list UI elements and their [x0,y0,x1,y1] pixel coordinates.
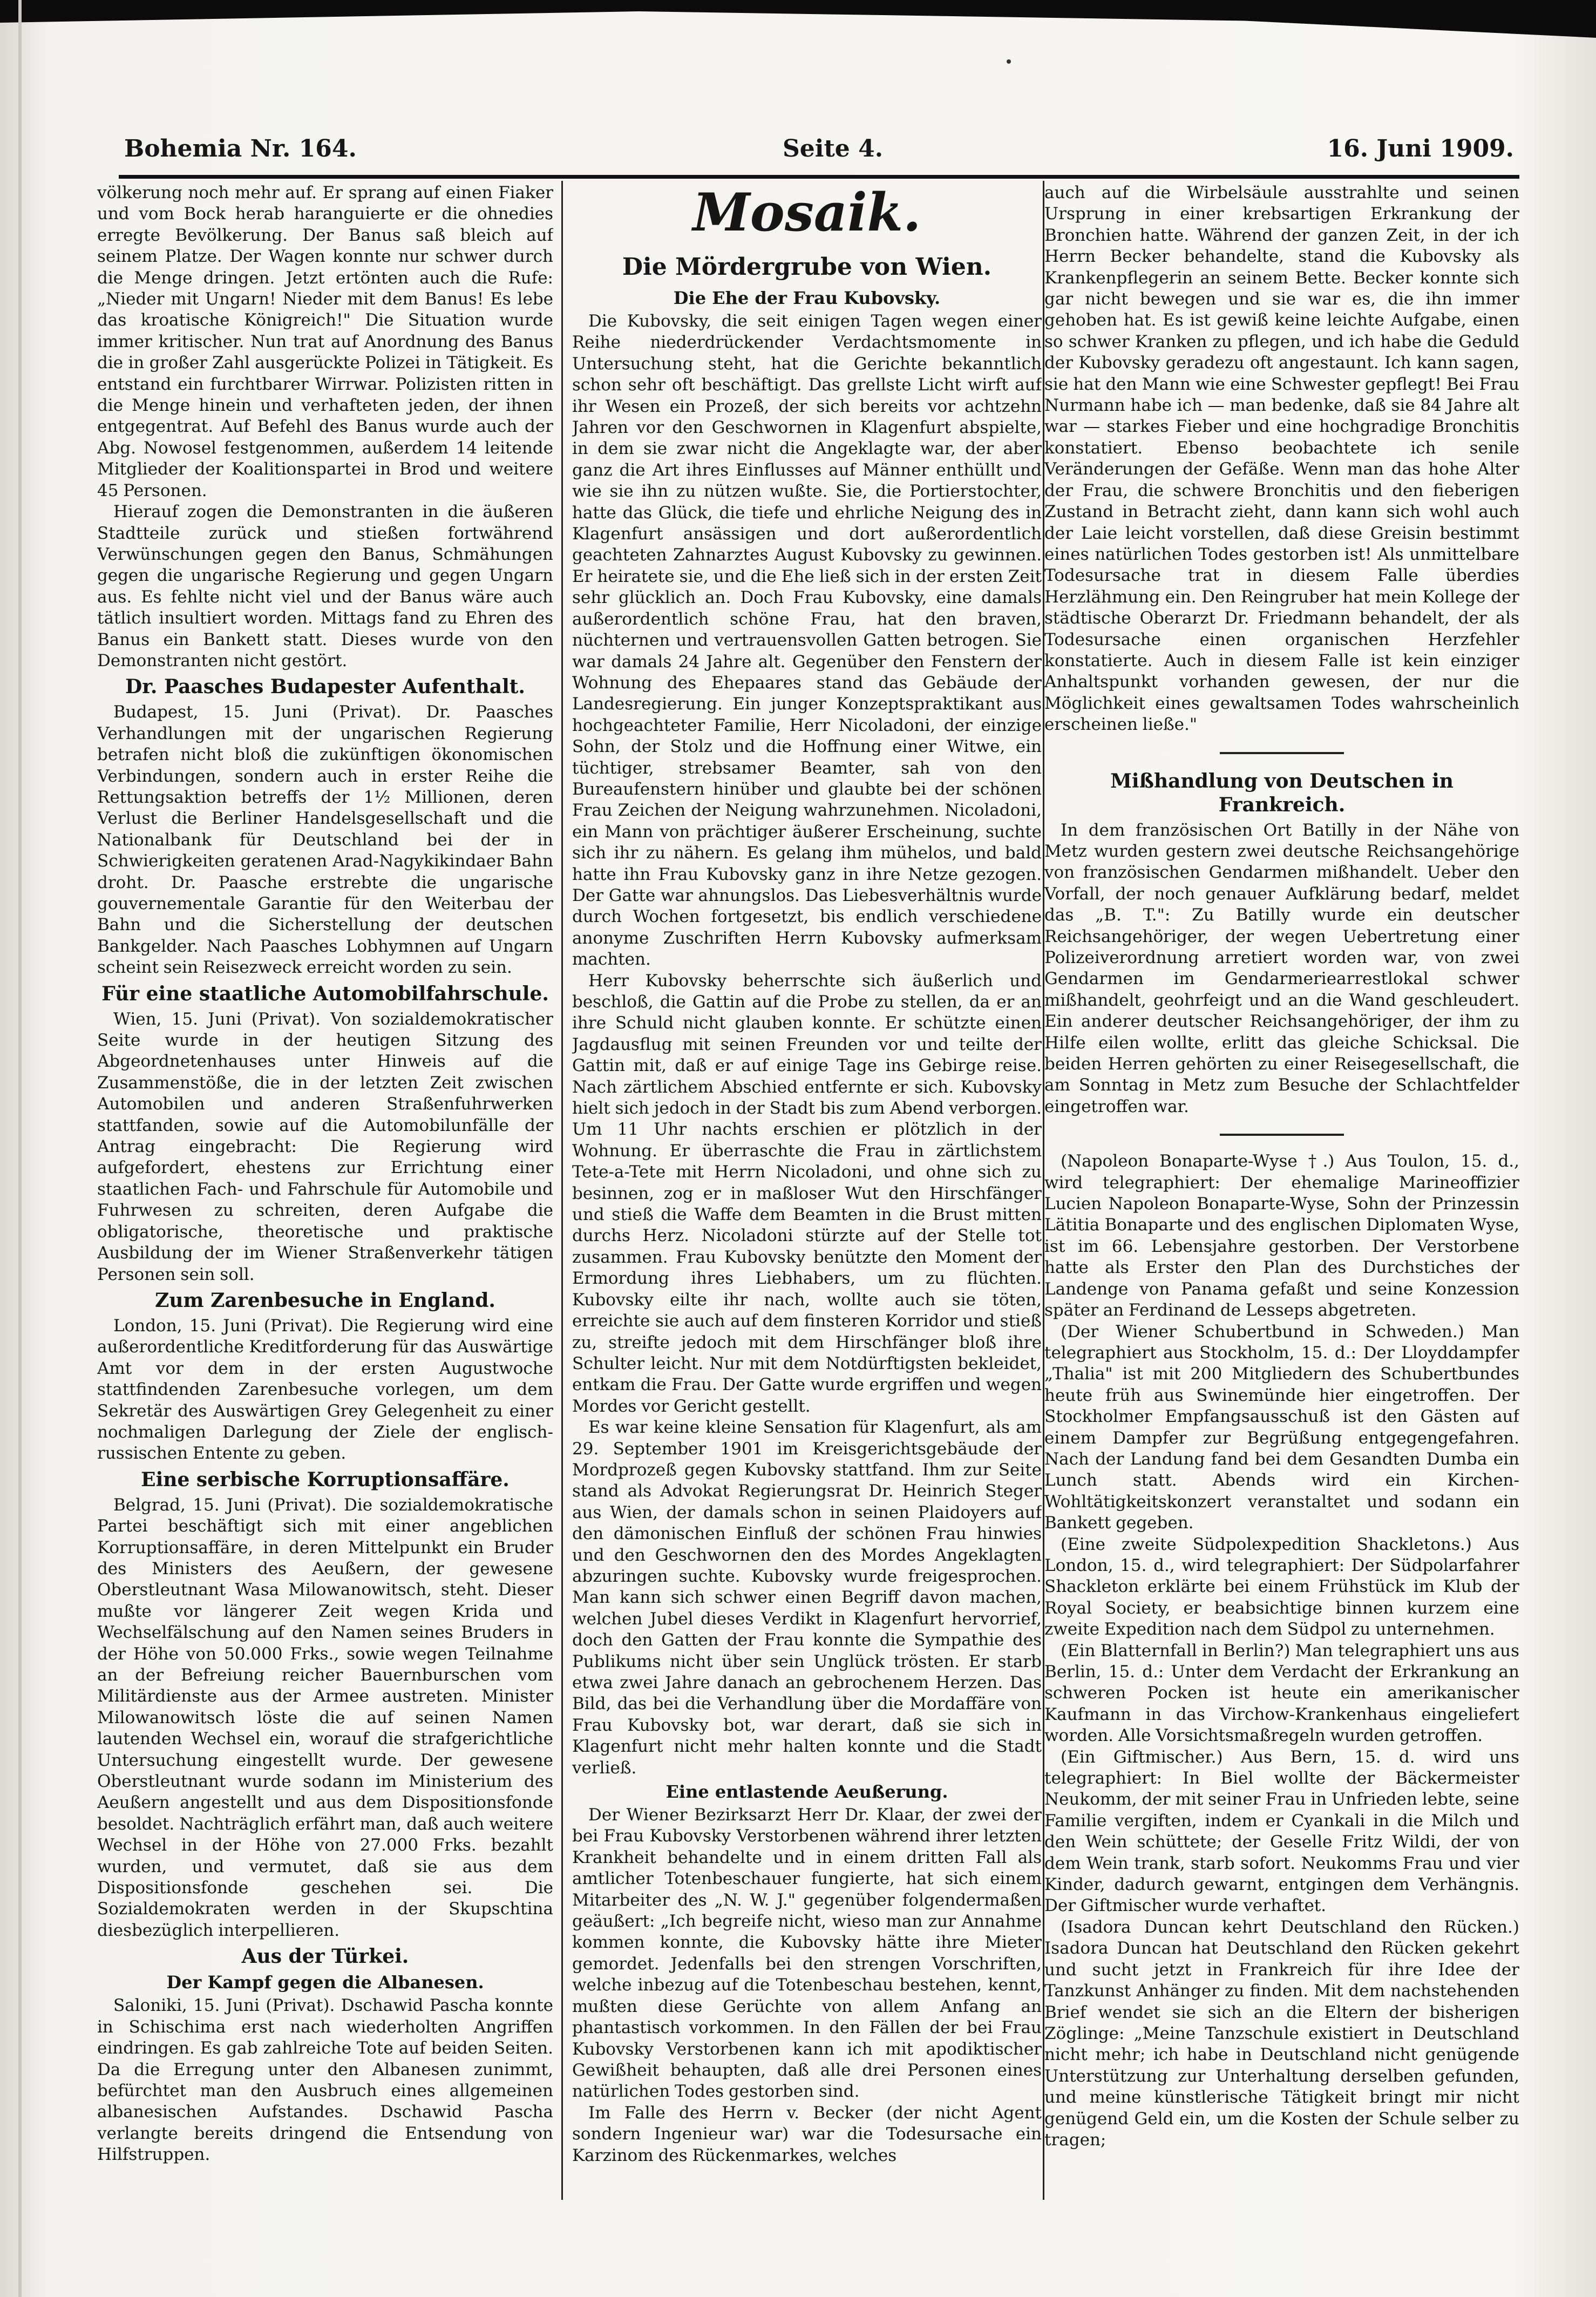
news-note: (Isadora Duncan kehrt Deutschland den Rücken.) Isadora Duncan hat Deutschland den Rücken gekehrt und sucht jetzt in Frankreich für ihre Idee der Tanzkunst Anhänger zu finden. Mit dem nachstehenden Brief wendet sie sich an die Eltern der bisherigen Zöglinge: „Meine Tanzschule existiert in Deutschland nicht mehr; ich habe in Deutschland nicht genügende Unterstützung zur Unterhaltung derselben gefunden, und meine künstlerische Tätigkeit bringt mir nicht genügend Geld ein, um die Kosten der Schule selber zu tragen; [1044,1917,1519,2150]
article-subheadline: Eine entlastende Aeußerung. [665,1781,948,1803]
scan-fold-line [18,0,22,2297]
column-rule-1 [561,181,563,2200]
news-note: (Eine zweite Südpolexpedition Shackletons.) Aus London, 15. d., wird telegraphiert: Der Südpolarfahrer Shackleton erklärte bei einem Frühstück im Klub der Royal Society, er beabsichtige binnen kurzem eine zweite Expedition nach dem Südpol zu unternehmen. [1044,1534,1519,1639]
news-note: (Ein Giftmischer.) Aus Bern, 15. d. wird uns telegraphiert: In Biel wollte der Bäckermeister Neukomm, der mit seiner Frau in Unfrieden lebte, seine Familie vergiften, indem er Cyankali in die Milch und den Wein schüttete; der Geselle Fritz Wildi, der von dem Wein trank, starb sofort. Neukomms Frau und vier Kinder, dadurch gewarnt, entgingen dem Verhängnis. Der Giftmischer wurde verhaftet. [1044,1747,1519,1916]
scan-speck [1007,59,1011,64]
article-paragraph: Budapest, 15. Juni (Privat). Dr. Paasches Verhandlungen mit der ungarischen Regierung betrafen nicht bloß die zukünftigen ökonomischen Verbindungen, sondern auch in erster Reihe die Rettungsaktion betreffs der 1½ Millionen, deren Verlust die Berliner Handelsgesellschaft und die Nationalbank für Deutschland bei der in Schwierigkeiten geratenen Arad-Nagykikindaer Bahn droht. Dr. Paasche erstrebte die ungarische gouvernementale Garantie für den Weiterbau der Bahn und die Sicherstellung der deutschen Bankgelder. Nach Paasches Lobhymnen auf Ungarn scheint sein Reisezweck erreicht worden zu sein. [97,702,553,978]
news-note: (Napoleon Bonaparte-Wyse †.) Aus Toulon, 15. d., wird telegraphiert: Der ehemalige Marineoffizier Lucien Napoleon Bonaparte-Wyse, Sohn der Prinzessin Lätitia Bonaparte und des englischen Diplomaten Wyse, ist im 66. Lebensjahre gestorben. Der Verstorbene hatte als Erster den Plan des Durchstiches der Landenge von Panama gefaßt und seine Konzession später an Ferdinand de Lesseps abgetreten. [1044,1151,1519,1320]
article-headline: Eine serbische Korruptionsaffäre. [141,1468,510,1491]
article-paragraph: auch auf die Wirbelsäule ausstrahlte und seinen Ursprung in einer krebsartigen Erkrankung der Bronchien hatte. Während der ganzen Zeit, in der ich Herrn Becker behandelte, stand die Kubovsky als Krankenpflegerin an seinem Bette. Becker konnte sich gar nicht bewegen und sie war es, die ihn immer gehoben hat. Es ist gewiß keine leichte Aufgabe, einen so schwer Kranken zu pflegen, und ich habe die Geduld der Kubovsky geradezu oft angestaunt. Ich kann sagen, sie hat den Mann wie eine Schwester gepflegt! Bei Frau Nurmann habe ich — man bedenke, daß sie 84 Jahre alt war — starkes Fieber und eine hochgradige Bronchitis konstatiert. Ebenso beobachtete ich senile Veränderungen der Gefäße. Wenn man das hohe Alter der Frau, die schwere Bronchitis und den fieberigen Zustand in Betracht zieht, dann kann sich wohl auch der Laie leicht vorstellen, daß diese Greisin bestimmt eines natürlichen Todes gestorben ist! Als unmittelbare Todesursache trat in diesem Falle überdies Herzlähmung ein. Den Reingruber hat mein Kollege der städtische Oberarzt Dr. Friedmann behandelt, der als Todesursache einen organischen Herzfehler konstatierte. Auch in diesem Falle ist kein einziger Anhaltspunkt vorhanden gewesen, der nur die Möglichkeit eines gewaltsamen Todes wahrscheinlich erscheinen ließe." [1044,183,1519,735]
news-note: (Der Wiener Schubertbund in Schweden.) Man telegraphiert aus Stockholm, 15. d.: Der Lloyddampfer „Thalia" ist mit 200 Mitgliedern des Schubertbundes heute früh aus Swinemünde hier eingetroffen. Der Stockholmer Empfangsausschuß ist den Gästen auf einem Dampfer zur Begrüßung entgegengefahren. Nach der Landung fand bei dem Gesandten Dumba ein Lunch statt. Abends wird ein Kirchen-Wohltätigkeitskonzert veranstaltet und sodann ein Bankett gegeben. [1044,1322,1519,1533]
article-headline: Mißhandlung von Deutschen in Frankreich. [1110,769,1454,816]
article-paragraph: Hierauf zogen die Demonstranten in die äußeren Stadtteile zurück und stießen fortwährend Verwünschungen gegen den Banus, Schmähungen gegen die ungarische Regierung und gegen Ungarn aus. Es fehlte nicht viel und der Banus wäre auch tätlich insultiert worden. Mittags fand zu Ehren des Banus ein Bankett statt. Dieses wurde von den Demonstranten nicht gestört. [97,502,553,670]
article-headline: Die Mördergrube von Wien. [622,253,992,281]
header-rule [119,175,1519,179]
page-number: Seite 4. [783,135,884,162]
article-paragraph: völkerung noch mehr auf. Er sprang auf einen Fiaker und vom Bock herab haranguierte er die ohnedies erregte Bevölkerung. Der Banus saß bleich auf seinem Platze. Der Wagen konnte nur schwer durch die Menge dringen. Jetzt ertönten auch die Rufe: „Nieder mit Ungarn! Nieder mit dem Banus! Es lebe das kroatische Königreich!" Die Situation wurde immer kritischer. Nun trat auf Anordnung des Banus die in großer Zahl ausgerückte Polizei in Tätigkeit. Es entstand ein furchtbarer Wirrwar. Polizisten ritten in die Menge hinein und verhafteten jeden, der ihnen entgegentrat. Auf Befehl des Banus wurde auch der Abg. Nowosel festgenommen, außerdem 14 leitende Mitglieder der Koalitionspartei in Brod und weitere 45 Personen. [97,183,553,500]
article-paragraph: Die Kubovsky, die seit einigen Tagen wegen einer Reihe niederdrückender Verdachtsmomente in Untersuchung steht, hat die Gerichte bekanntlich schon sehr oft beschäftigt. Das grellste Licht wirft auf ihr Wesen ein Prozeß, der sich bereits vor achtzehn Jahren vor den Geschwornen in Klagenfurt abspielte, in dem sie zwar nicht die Angeklagte war, der aber ganz die Art ihres Einflusses auf Männer enthüllt und wie sie ihn zu nützen wußte. Sie, die Portierstochter, hatte das Glück, die tiefe und ehrliche Neigung des in Klagenfurt ansässigen und dort außerordentlich geachteten Zahnarztes August Kubovsky zu gewinnen. Er heiratete sie, und die Ehe ließ sich in der ersten Zeit sehr glücklich an. Doch Frau Kubovsky, eine damals außerordentlich schöne Frau, hat den braven, nüchternen und vertrauensvollen Gatten betrogen. Sie war damals 24 Jahre alt. Gegenüber den Fenstern der Wohnung des Ehepaares stand das Gebäude der Landesregierung. Ein junger Konzeptspraktikant aus hochgeachteter Familie, Herr Nicoladoni, der einzige Sohn, der Stolz und die Hoffnung einer Witwe, ein tüchtiger, strebsamer Beamter, sah von den Bureaufenstern hinüber und glaubte bei der schönen Frau Zeichen der Neigung wahrzunehmen. Nicoladoni, ein Mann von prächtiger äußerer Erscheinung, suchte sich ihr zu nähern. Es gelang ihm mühelos, und bald hatte ihn Frau Kubovsky ganz in ihre Netze gezogen. Der Gatte war ahnungslos. Das Liebesverhältnis wurde durch Wochen fortgesetzt, bis endlich verschiedene anonyme Zuschriften Herrn Kubovsky aufmerksam machten. [572,311,1042,970]
column-2 [572,182,1042,2201]
article-headline: Dr. Paasches Budapester Aufenthalt. [125,675,525,699]
article-paragraph: Herr Kubovsky beherrschte sich äußerlich und beschloß, die Gattin auf die Probe zu stellen, da er an ihre Schuld nicht glauben konnte. Er schützte einen Jagdausflug mit seinen Freunden vor und teilte der Gattin mit, daß er auf einige Tage ins Gebirge reise. Nach zärtlichem Abschied entfernte er sich. Kubovsky hielt sich jedoch in der Stadt bis zum Abend verborgen. Um 11 Uhr nachts erschien er plötzlich in der Wohnung. Er überraschte die Frau in zärtlichstem Tete-a-Tete mit Herrn Nicoladoni, und ohne sich zu besinnen, zog er in maßloser Wut den Hirschfänger und stieß die Waffe dem Beamten in die Brust mitten durchs Herz. Nicoladoni stürzte auf der Stelle tot zusammen. Frau Kubovsky benützte den Moment der Ermordung ihres Liebhabers, um zu flüchten. Kubovsky eilte ihr nach, wollte auch sie töten, erreichte sie auch auf dem finsteren Korridor und stieß zu, streifte jedoch mit dem Hirschfänger bloß ihre Schulter leicht. Nur mit dem Notdürftigsten bekleidet, entkam die Frau. Der Gatte wurde ergriffen und wegen Mordes vor Gericht gestellt. [572,971,1042,1416]
article-paragraph: Der Wiener Bezirksarzt Herr Dr. Klaar, der zwei der bei Frau Kubovsky Verstorbenen während ihrer letzten Krankheit behandelte und in einem dritten Fall als amtlicher Totenbeschauer fungierte, hat sich einem Mitarbeiter des „N. W. J." gegenüber folgendermaßen geäußert: „Ich begreife nicht, wieso man zur Annahme kommen konnte, die Kubovsky hätte ihre Mieter gemordet. Jedenfalls bei den strengen Vorschriften, welche inbezug auf die Totenbeschau bestehen, kennt, mußten diese Gerüchte von allem Anfang an phantastisch vorkommen. In den Fällen der bei Frau Kubovsky Verstorbenen kann ich mit apodiktischer Gewißheit behaupten, daß alle drei Personen eines natürlichen Todes gestorben sind. [572,1805,1042,2102]
article-paragraph: Saloniki, 15. Juni (Privat). Dschawid Pascha konnte in Schischima erst nach wiederholten Angriffen eindringen. Es gab zahlreiche Tote auf beiden Seiten. Da die Erregung unter den Albanesen zunimmt, befürchtet man den Ausbruch eines allgemeinen albanesischen Aufstandes. Dschawid Pascha verlangte bereits dringend die Entsendung von Hilfstruppen. [97,1996,553,2165]
article-paragraph: Wien, 15. Juni (Privat). Von sozialdemokratischer Seite wurde in der heutigen Sitzung des Abgeordnetenhauses unter Hinweis auf die Zusammenstöße, die in der letzten Zeit zwischen Automobilen und anderen Straßenfuhrwerken stattfanden, sowie auf die Automobilunfälle der Antrag eingebracht: Die Regierung wird aufgefordert, ehestens zur Errichtung einer staatlichen Fach- und Fahrschule für Automobile und Fuhrwesen zu schreiten, deren Aufgabe die obligatorische, theoretische und praktische Ausbildung der im Wiener Straßenverkehr tätigen Personen sein soll. [97,1009,553,1284]
article-headline: Für eine staatliche Automobilfahrschule. [101,982,549,1005]
article-headline: Aus der Türkei. [241,1945,409,1968]
article-paragraph: In dem französischen Ort Batilly in der Nähe von Metz wurden gestern zwei deutsche Reichsangehörige von französischen Gendarmen mißhandelt. Ueber den Vorfall, der noch genauer Aufklärung bedarf, meldet das „B. T.": Zu Batilly wurde ein deutscher Reichsangehöriger, der wegen Uebertretung einer Polizeiverordnung arretiert worden war, von zwei Gendarmen im Gendarmeriearrestlokal schwer mißhandelt, geohrfeigt und an die Wand geschleudert. Ein anderer deutscher Reichsangehöriger, der ihm zu Hilfe eilen wollte, erlitt das gleiche Schicksal. Die beiden Herren gehörten zu einer Reisegesellschaft, die am Sonntag in Metz zum Besuche der Schlachtfelder eingetroffen war. [1044,820,1519,1116]
section-masthead: Mosaik. [692,182,921,243]
news-note: (Ein Blatternfall in Berlin?) Man telegraphiert uns aus Berlin, 15. d.: Unter dem Verdacht der Erkrankung an schweren Pocken ist heute ein amerikanischer Kaufmann in das Virchow-Krankenhaus eingeliefert worden. Alle Vorsichtsmaßregeln wurden getroffen. [1044,1641,1519,1746]
article-headline: Zum Zarenbesuche in England. [155,1289,495,1312]
article-separator [1220,1134,1344,1136]
page-header [124,128,1514,167]
article-separator [1220,752,1344,754]
scan-edge-shadow [0,0,1596,38]
article-paragraph: Belgrad, 15. Juni (Privat). Die sozialdemokratische Partei beschäftigt sich mit einer angeblichen Korruptionsaffäre, in deren Mittelpunkt ein Bruder des Ministers des Aeußern, der gewesene Oberstleutnant Wasa Milowanowitsch, steht. Dieser mußte vor längerer Zeit wegen Krida und Wechselfälschung auf den Namen seines Bruders in der Höhe von 50.000 Frks., sowie wegen Teilnahme an der Befreiung reicher Bauernburschen vom Militärdienste aus der Armee austreten. Minister Milowanowitsch löste die auf seinen Namen lautenden Wechsel ein, worauf die strafgerichtliche Untersuchung eingestellt wurde. Der gewesene Oberstleutnant wurde sodann im Ministerium des Aeußern angestellt und aus dem Dispositionsfonde besoldet. Nachträglich erfährt man, daß auch weitere Wechsel in der Höhe von 27.000 Frks. bezahlt wurden, und vermutet, daß sie aus dem Dispositionsfonde geschehen sei. Die Sozialdemokraten werden in der Skupschtina diesbezüglich interpellieren. [97,1495,553,1940]
article-paragraph: London, 15. Juni (Privat). Die Regierung wird eine außerordentliche Kreditforderung für das Auswärtige Amt vor dem in der ersten Augustwoche stattfindenden Zarenbesuche vorlegen, um dem Sekretär des Auswärtigen Grey Gelegenheit zu einer nochmaligen Darlegung der Ziele der englisch-russischen Entente zu geben. [97,1316,553,1463]
column-3 [1044,182,1519,2201]
column-1 [97,182,553,2201]
article-subheadline: Der Kampf gegen die Albanesen. [166,1972,484,1993]
article-subheadline: Die Ehe der Frau Kubovsky. [673,288,941,308]
article-paragraph: Im Falle des Herrn v. Becker (der nicht Agent sondern Ingenieur war) war die Todesursache ein Karzinom des Rückenmarkes, welches [572,2103,1042,2165]
masthead-issue: Bohemia Nr. 164. [124,135,357,162]
article-paragraph: Es war keine kleine Sensation für Klagenfurt, als am 29. September 1901 im Kreisgerichtsgebäude der Mordprozeß gegen Kubovsky stattfand. Ihm zur Seite stand als Advokat Regierungsrat Dr. Heinrich Steger aus Wien, der damals schon in seinen Plaidoyers auf den dämonischen Einfluß der schönen Frau hinwies und den Geschwornen den des Mordes Angeklagten abzuringen suchte. Kubovsky wurde freigesprochen. Man kann sich schwer einen Begriff davon machen, welchen Jubel dieses Verdikt in Klagenfurt hervorrief, doch den Gatten der Frau konnte die Sympathie des Publikums nicht über sein Unglück trösten. Er starb etwa zwei Jahre danach an gebrochenem Herzen. Das Bild, das bei die Verhandlung über die Mordaffäre von Frau Kubovsky bot, war derart, daß sie sich in Klagenfurt nicht mehr halten konnte und die Stadt verließ. [572,1418,1042,1778]
issue-date: 16. Juni 1909. [1327,135,1514,162]
